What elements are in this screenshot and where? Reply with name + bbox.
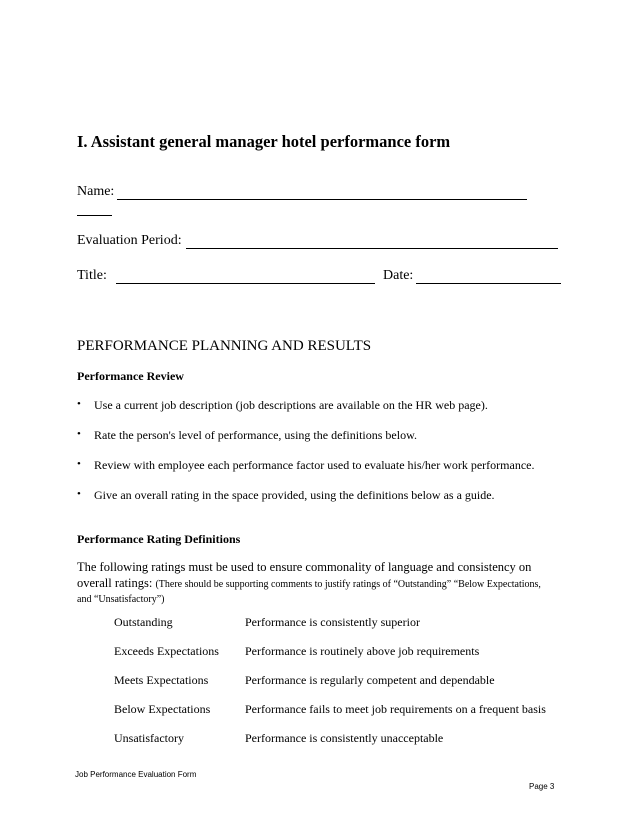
bullet-icon: • <box>77 398 81 410</box>
footer-form-name: Job Performance Evaluation Form <box>75 770 197 779</box>
name-field <box>77 184 527 200</box>
rating-intro-line3 <box>77 590 164 608</box>
performance-review-heading: Performance Review <box>77 369 184 383</box>
bullet-text: Give an overall rating in the space provided, using the definitions below as a guide. <box>94 488 495 502</box>
rating-desc-exceeds: Performance is routinely above job requirements <box>245 644 480 658</box>
list-item <box>77 488 495 503</box>
rating-name-below: Below Expectations <box>114 702 211 716</box>
rating-intro-label: overall ratings: <box>77 576 153 590</box>
bullet-icon: • <box>77 488 81 500</box>
rating-name-meets: Meets Expectations <box>114 673 209 687</box>
name-label: Name: <box>77 184 115 199</box>
rating-name-exceeds: Exceeds Expectations <box>114 644 219 658</box>
evaluation-period-field <box>77 233 558 249</box>
title-field <box>77 268 375 284</box>
bullet-icon: • <box>77 458 81 470</box>
date-label: Date: <box>383 268 414 283</box>
bullet-text: Rate the person's level of performance, using the definitions below. <box>94 428 417 442</box>
list-item <box>77 458 534 473</box>
rating-desc-below: Performance fails to meet job requirements on a frequent basis <box>245 702 546 716</box>
rating-intro-note: (There should be supporting comments to justify ratings of “Outstanding” “Below Expectations, <box>155 579 541 590</box>
rating-name-unsatisfactory: Unsatisfactory <box>114 731 184 745</box>
evaluation-period-input-line[interactable] <box>186 234 558 249</box>
rating-intro-note-end: and “Unsatisfactory”) <box>77 594 165 605</box>
rating-desc-meets: Performance is regularly competent and dependable <box>245 673 495 687</box>
rating-desc-unsatisfactory: Performance is consistently unacceptable <box>245 731 444 745</box>
rating-name-outstanding: Outstanding <box>114 615 173 629</box>
rating-desc-outstanding: Performance is consistently superior <box>245 615 420 629</box>
name-input-line[interactable] <box>117 185 527 200</box>
evaluation-period-label: Evaluation Period: <box>77 233 182 248</box>
title-label: Title: <box>77 268 107 283</box>
form-title: I. Assistant general manager hotel performance form <box>77 132 451 151</box>
title-input-line[interactable] <box>116 269 375 284</box>
bullet-text: Review with employee each performance factor used to evaluate his/her work performance. <box>94 458 535 472</box>
rating-intro-line1: The following ratings must be used to ensure commonality of language and consistency on <box>77 560 532 574</box>
date-field <box>383 268 561 284</box>
bullet-text: Use a current job description (job descriptions are available on the HR web page). <box>94 398 488 412</box>
list-item <box>77 398 488 413</box>
list-item <box>77 428 417 443</box>
date-input-line[interactable] <box>416 269 561 284</box>
footer-page-number: Page 3 <box>529 782 555 791</box>
name-input-line-continued[interactable] <box>77 201 112 216</box>
bullet-icon: • <box>77 428 81 440</box>
section-heading: PERFORMANCE PLANNING AND RESULTS <box>77 338 372 354</box>
rating-definitions-heading: Performance Rating Definitions <box>77 532 241 546</box>
